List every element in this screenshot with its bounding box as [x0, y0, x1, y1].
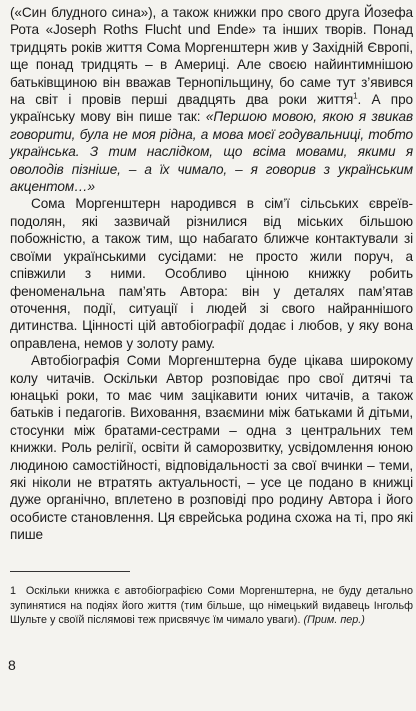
- paragraph-2: Сома Моргенштерн народився в сім’ї сільських євреїв-подолян, які зазвичай різнилися від міських більшою побожністю, а також тим, що набагато ближче контактували зі своїми українськими сусідами: не просто жили поруч, а співжили з ними. Особливо цінною книжку робить феноменальна пам’ять Автора: він у деталях пам’ятав оточення, події, ситуації і людей зі свого найраннішого дитинства. Цінності цій автобіографії додає і любов, у яку вона оправлена, немов у золоту раму.: [10, 196, 413, 351]
- footnote: [10, 584, 413, 628]
- footnote-marker: 1: [353, 91, 358, 101]
- footnote-text: Оскільки книжка є автобіографією Соми Моргенштерна, не буду детально зупинятися на подіях його життя (тим більше, що німецький видавець Інгольф Шульте у своїй післямові теж присвячує їм чимало уваги).: [10, 585, 413, 626]
- page-number: 8: [8, 657, 16, 673]
- paragraph-3: Автобіографія Соми Моргенштерна буде цікава широкому колу читачів. Оскільки Автор розповідає про свої дитячі та юнацькі роки, то має чим зацікавити юних читачів, а також батьків і педагогів. Виховання, взаємини між батьками й дітьми, стосунки між братами-сестрами – одна з центральних тем книжки. Роль релігії, освіти й саморозвитку, усвідомлення юною людиною самостійності, відповідальності за свої вчинки – теми, які ніколи не втратять актуальності, – усе це подано в книжці дуже органічно, вплетено в розповіді про родину Автора і його особисте становлення. Ця єврейська родина схожа на ті, про які пише: [10, 353, 413, 543]
- footnote-divider: [10, 571, 130, 572]
- main-text: [10, 4, 413, 544]
- quote: «Першою мовою, якою я звикав говорити, була не моя рідна, а мова моєї годувальниці, тобто українська. З тим наслідком, що всіма мовами, якими я оволодів пізніше, – а їх чимало, – я говорив з українським акцентом…»: [10, 109, 413, 195]
- footnote-note: (Прим. пер.): [303, 614, 365, 626]
- footnote-number: 1: [10, 585, 17, 597]
- paragraph-1: («Син блудного сина»), а також книжки про свого друга Йозефа Рота «Joseph Roths Flucht und Ende» та інших творів. Понад тридцять років життя Сома Моргенштерн жив у Західній Європі, ще понад тридцять – в Америці. Але своєю найинтимнішою батьківщиною він вважав Тернопільщину, бо саме тут з’явився на світ і провів перші двадцять два роки життя$^1$. А про українську мову він пише так: «Першою мовою, якою я звикав говорити, була не моя рідна, а мова моєї годувальниці, тобто українська. З тим наслідком, що всіма мовами, якими я оволодів пізніше, – а їх чимало, – я говорив з українським акцентом…»: [10, 5, 413, 195]
